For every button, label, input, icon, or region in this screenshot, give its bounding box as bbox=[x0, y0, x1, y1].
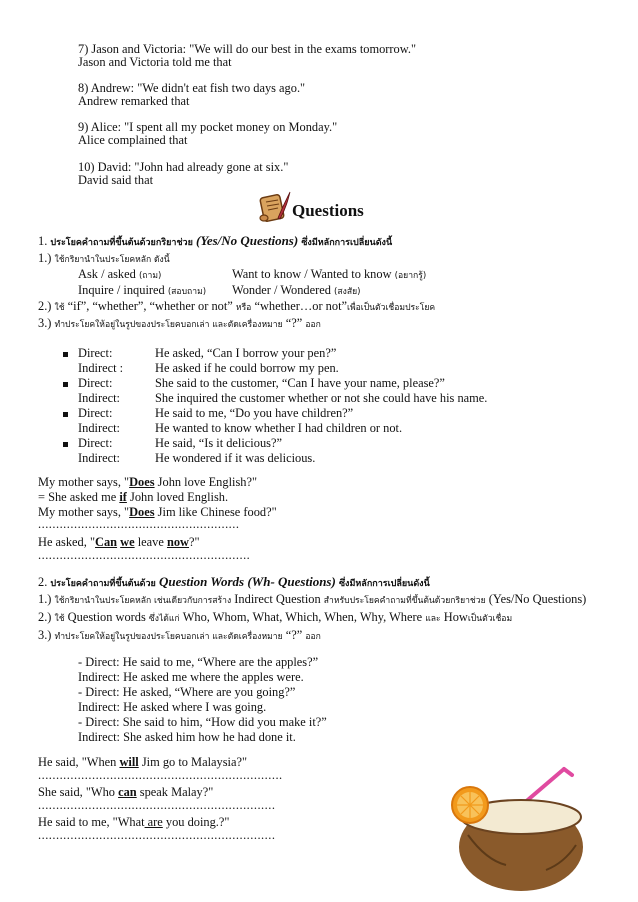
example3-direct-label: Direct: bbox=[78, 406, 113, 420]
practice2-line-b: She said, "Who can speak Malay?" bbox=[38, 785, 214, 799]
answer-blank: .................................................................... bbox=[38, 768, 283, 782]
practice2-line-c: He said to me, "What are you doing.?" bbox=[38, 815, 230, 829]
example2-indirect-label: Indirect: bbox=[78, 391, 120, 405]
example1-direct-text: He asked, “Can I borrow your pen?” bbox=[155, 346, 337, 360]
section1-rule1: 1.) ใช้กริยานำในประโยคหลัก ดังนี้ bbox=[38, 251, 170, 265]
wh-example3-direct: - Direct: She said to him, “How did you make it?” bbox=[78, 715, 327, 729]
wh-example1-direct: - Direct: He said to me, “Where are the apples?” bbox=[78, 655, 319, 669]
exercise-7-question: 7) Jason and Victoria: "We will do our best in the exams tomorrow." bbox=[78, 42, 417, 56]
practice1-line-b: = She asked me if John loved English. bbox=[38, 490, 229, 504]
exercise-10-answer: David said that bbox=[78, 173, 154, 187]
answer-blank: .................................................................. bbox=[38, 798, 276, 812]
example4-direct-label: Direct: bbox=[78, 436, 113, 450]
example4-direct-text: He said, “Is it delicious?” bbox=[155, 436, 282, 450]
wh-example2-direct: - Direct: He asked, “Where are you going?” bbox=[78, 685, 296, 699]
verb-wonder: Wonder / Wondered (สงสัย) bbox=[232, 283, 361, 297]
bullet-icon bbox=[63, 412, 68, 417]
bullet-icon bbox=[63, 382, 68, 387]
questions-heading: Questions bbox=[292, 201, 364, 220]
practice2-line-a: He said, "When will Jim go to Malaysia?" bbox=[38, 755, 248, 769]
section1-title: 1. ประโยคคำถามที่ขึ้นต้นด้วยกริยาช่วย (Yes/No Questions) ซึ่งมีหลักการเปลี่ยนดังนี้ bbox=[38, 233, 393, 248]
practice1-line-d: He asked, "Can we leave now?" bbox=[38, 535, 200, 549]
wh-example3-indirect: Indirect: She asked him how he had done it. bbox=[78, 730, 296, 744]
exercise-8-question: 8) Andrew: "We didn't eat fish two days ago." bbox=[78, 81, 306, 95]
example3-direct-text: He said to me, “Do you have children?” bbox=[155, 406, 354, 420]
answer-blank: ........................................................... bbox=[38, 548, 251, 562]
wh-example1-indirect: Indirect: He asked me where the apples were. bbox=[78, 670, 304, 684]
verb-ask: Ask / asked (ถาม) bbox=[78, 267, 162, 281]
example1-direct-label: Direct: bbox=[78, 346, 113, 360]
example4-indirect-label: Indirect: bbox=[78, 451, 120, 465]
practice1-line-a: My mother says, "Does John love English?" bbox=[38, 475, 258, 489]
exercise-9-question: 9) Alice: "I spent all my pocket money on Monday." bbox=[78, 120, 338, 134]
verb-want-to-know: Want to know / Wanted to know (อยากรู้) bbox=[232, 267, 427, 281]
example2-direct-text: She said to the customer, “Can I have your name, please?” bbox=[155, 376, 445, 390]
practice1-line-c: My mother says, "Does Jim like Chinese food?" bbox=[38, 505, 277, 519]
exercise-8-answer: Andrew remarked that bbox=[78, 94, 190, 108]
verb-inquire: Inquire / inquired (สอบถาม) bbox=[78, 283, 207, 297]
section2-rule1: 1.) ใช้กริยานำในประโยคหลัก เช่นเดียวกับการสร้าง Indirect Question สำหรับประโยคคำถามที่ขึ้นต้นด้วยกริยาช่วย (Yes/No Questions) bbox=[38, 592, 587, 606]
example2-indirect-text: She inquired the customer whether or not she could have his name. bbox=[155, 391, 488, 405]
example2-direct-label: Direct: bbox=[78, 376, 113, 390]
scroll-quill-icon bbox=[256, 190, 292, 226]
example3-indirect-text: He wanted to know whether I had children or not. bbox=[155, 421, 403, 435]
exercise-9-answer: Alice complained that bbox=[78, 133, 188, 147]
answer-blank: ........................................................ bbox=[38, 517, 240, 531]
section1-rule3: 3.) ทำประโยคให้อยู่ในรูปของประโยคบอกเล่า และตัดเครื่องหมาย “?” ออก bbox=[38, 316, 321, 330]
bullet-icon bbox=[63, 442, 68, 447]
example4-indirect-text: He wondered if it was delicious. bbox=[155, 451, 316, 465]
section1-rule2: 2.) ใช้ “if”, “whether”, “whether or not” หรือ “whether…or not”เพื่อเป็นตัวเชื่อมประโยค bbox=[38, 299, 436, 313]
section2-title: 2. ประโยคคำถามที่ขึ้นต้นด้วย Question Words (Wh- Questions) ซึ่งมีหลักการเปลี่ยนดังนี้ bbox=[38, 574, 430, 589]
example1-indirect-label: Indirect : bbox=[78, 361, 124, 375]
bullet-icon bbox=[63, 352, 68, 357]
section2-rule2: 2.) ใช้ Question words ซึ่งได้แก่ Who, Whom, What, Which, When, Why, Where และ Howเป็นตัวเชื่อม bbox=[38, 610, 513, 624]
coconut-drink-icon bbox=[446, 765, 586, 895]
section2-rule3: 3.) ทำประโยคให้อยู่ในรูปของประโยคบอกเล่า และตัดเครื่องหมาย “?” ออก bbox=[38, 628, 321, 642]
exercise-10-question: 10) David: "John had already gone at six." bbox=[78, 160, 289, 174]
exercise-7-answer: Jason and Victoria told me that bbox=[78, 55, 232, 69]
example1-indirect-text: He asked if he could borrow my pen. bbox=[155, 361, 339, 375]
wh-example2-indirect: Indirect: He asked where I was going. bbox=[78, 700, 267, 714]
answer-blank: .................................................................. bbox=[38, 828, 276, 842]
example3-indirect-label: Indirect: bbox=[78, 421, 120, 435]
